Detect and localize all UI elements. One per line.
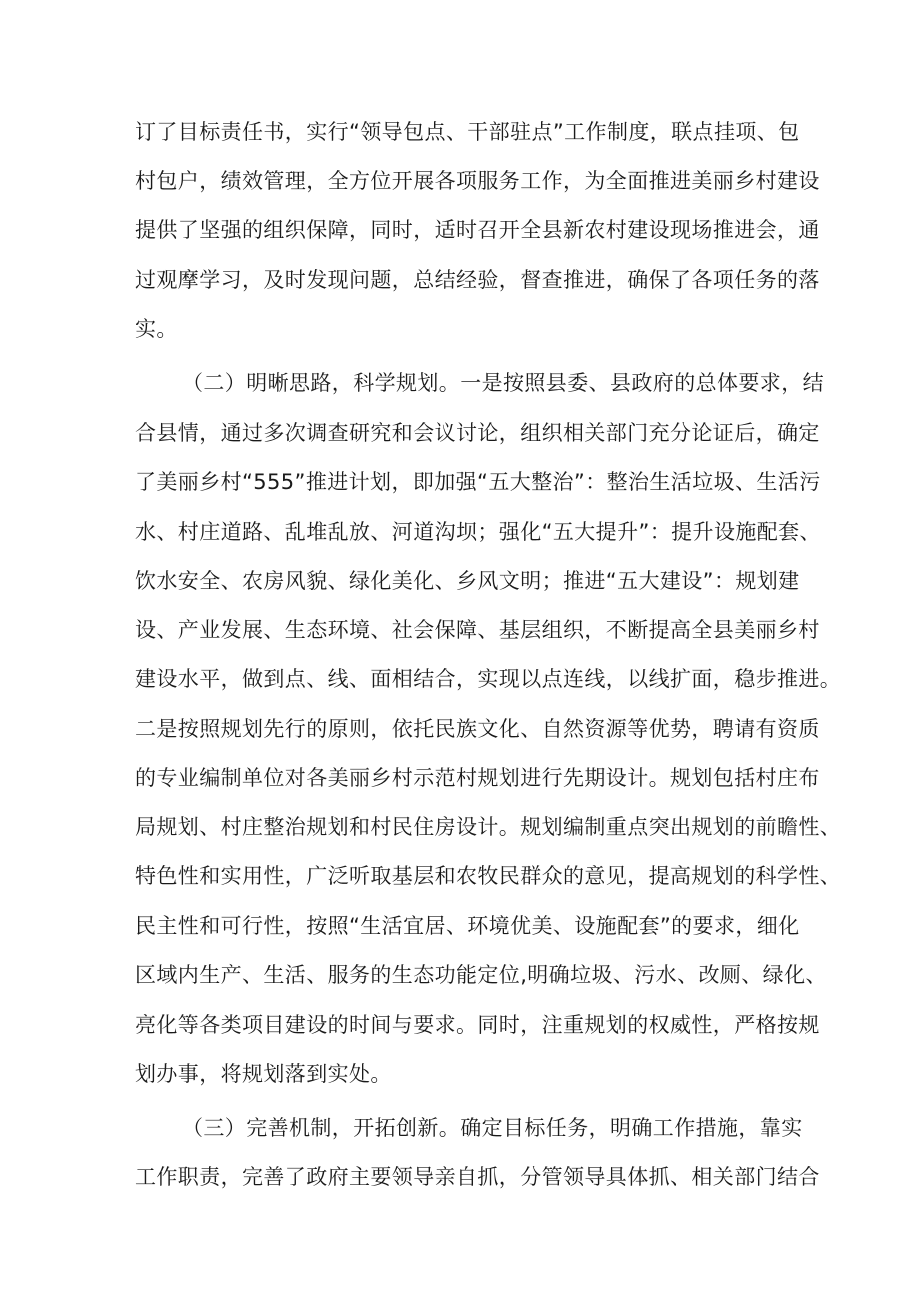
text-line: 设、产业发展、生态环境、社会保障、基层组织，不断提高全县美丽乡村 xyxy=(135,618,820,642)
text-line: 提供了坚强的组织保障，同时，适时召开全县新农村建设现场推进会，通 xyxy=(135,218,820,242)
text-line: 二是按照规划先行的原则，依托民族文化、自然资源等优势，聘请有资质 xyxy=(135,717,820,741)
text-line: 水、村庄道路、乱堆乱放、河道沟坝；强化“五大提升”：提升设施配套、 xyxy=(135,520,821,544)
text-line: 的专业编制单位对各美丽乡村示范村规划进行先期设计。规划包括村庄布 xyxy=(135,766,820,790)
text-line: 实。 xyxy=(135,317,178,341)
text-line: 区域内生产、生活、服务的生态功能定位,明确垃圾、污水、改厕、绿化、 xyxy=(135,963,827,987)
text-line: 亮化等各类项目建设的时间与要求。同时，注重规划的权威性，严格按规 xyxy=(135,1013,820,1037)
text-line: 订了目标责任书，实行“领导包点、干部驻点”工作制度，联点挂项、包 xyxy=(135,120,800,144)
text-line: 饮水安全、农房风貌、绿化美化、乡风文明；推进“五大建设”：规划建 xyxy=(135,569,800,593)
text-line: （三）完善机制，开拓创新。确定目标任务，明确工作措施，靠实 xyxy=(182,1116,803,1140)
text-line: 划办事，将规划落到实处。 xyxy=(135,1062,392,1086)
text-line: 工作职责，完善了政府主要领导亲自抓，分管领导具体抓、相关部门结合 xyxy=(135,1165,820,1189)
text-line: 过观摩学习，及时发现问题，总结经验，督查推进，确保了各项任务的落 xyxy=(135,268,820,292)
text-line: 局规划、村庄整治规划和村民住房设计。规划编制重点突出规划的前瞻性、 xyxy=(135,815,842,839)
text-line: 村包户，绩效管理，全方位开展各项服务工作，为全面推进美丽乡村建设 xyxy=(135,169,820,193)
text-line: （二）明晰思路，科学规划。一是按照县委、县政府的总体要求，结 xyxy=(182,371,824,395)
text-line: 民主性和可行性，按照“生活宜居、环境优美、设施配套”的要求，细化 xyxy=(135,914,800,938)
text-line: 建设水平，做到点、线、面相结合，实现以点连线，以线扩面，稳步推进。 xyxy=(135,667,842,691)
text-line: 合县情，通过多次调查研究和会议讨论，组织相关部门充分论证后，确定 xyxy=(135,421,820,445)
text-line: 特色性和实用性，广泛听取基层和农牧民群众的意见，提高规划的科学性、 xyxy=(135,864,842,888)
text-line: 了美丽乡村“555”推进计划，即加强“五大整治”：整治生活垃圾、生活污 xyxy=(135,470,821,494)
